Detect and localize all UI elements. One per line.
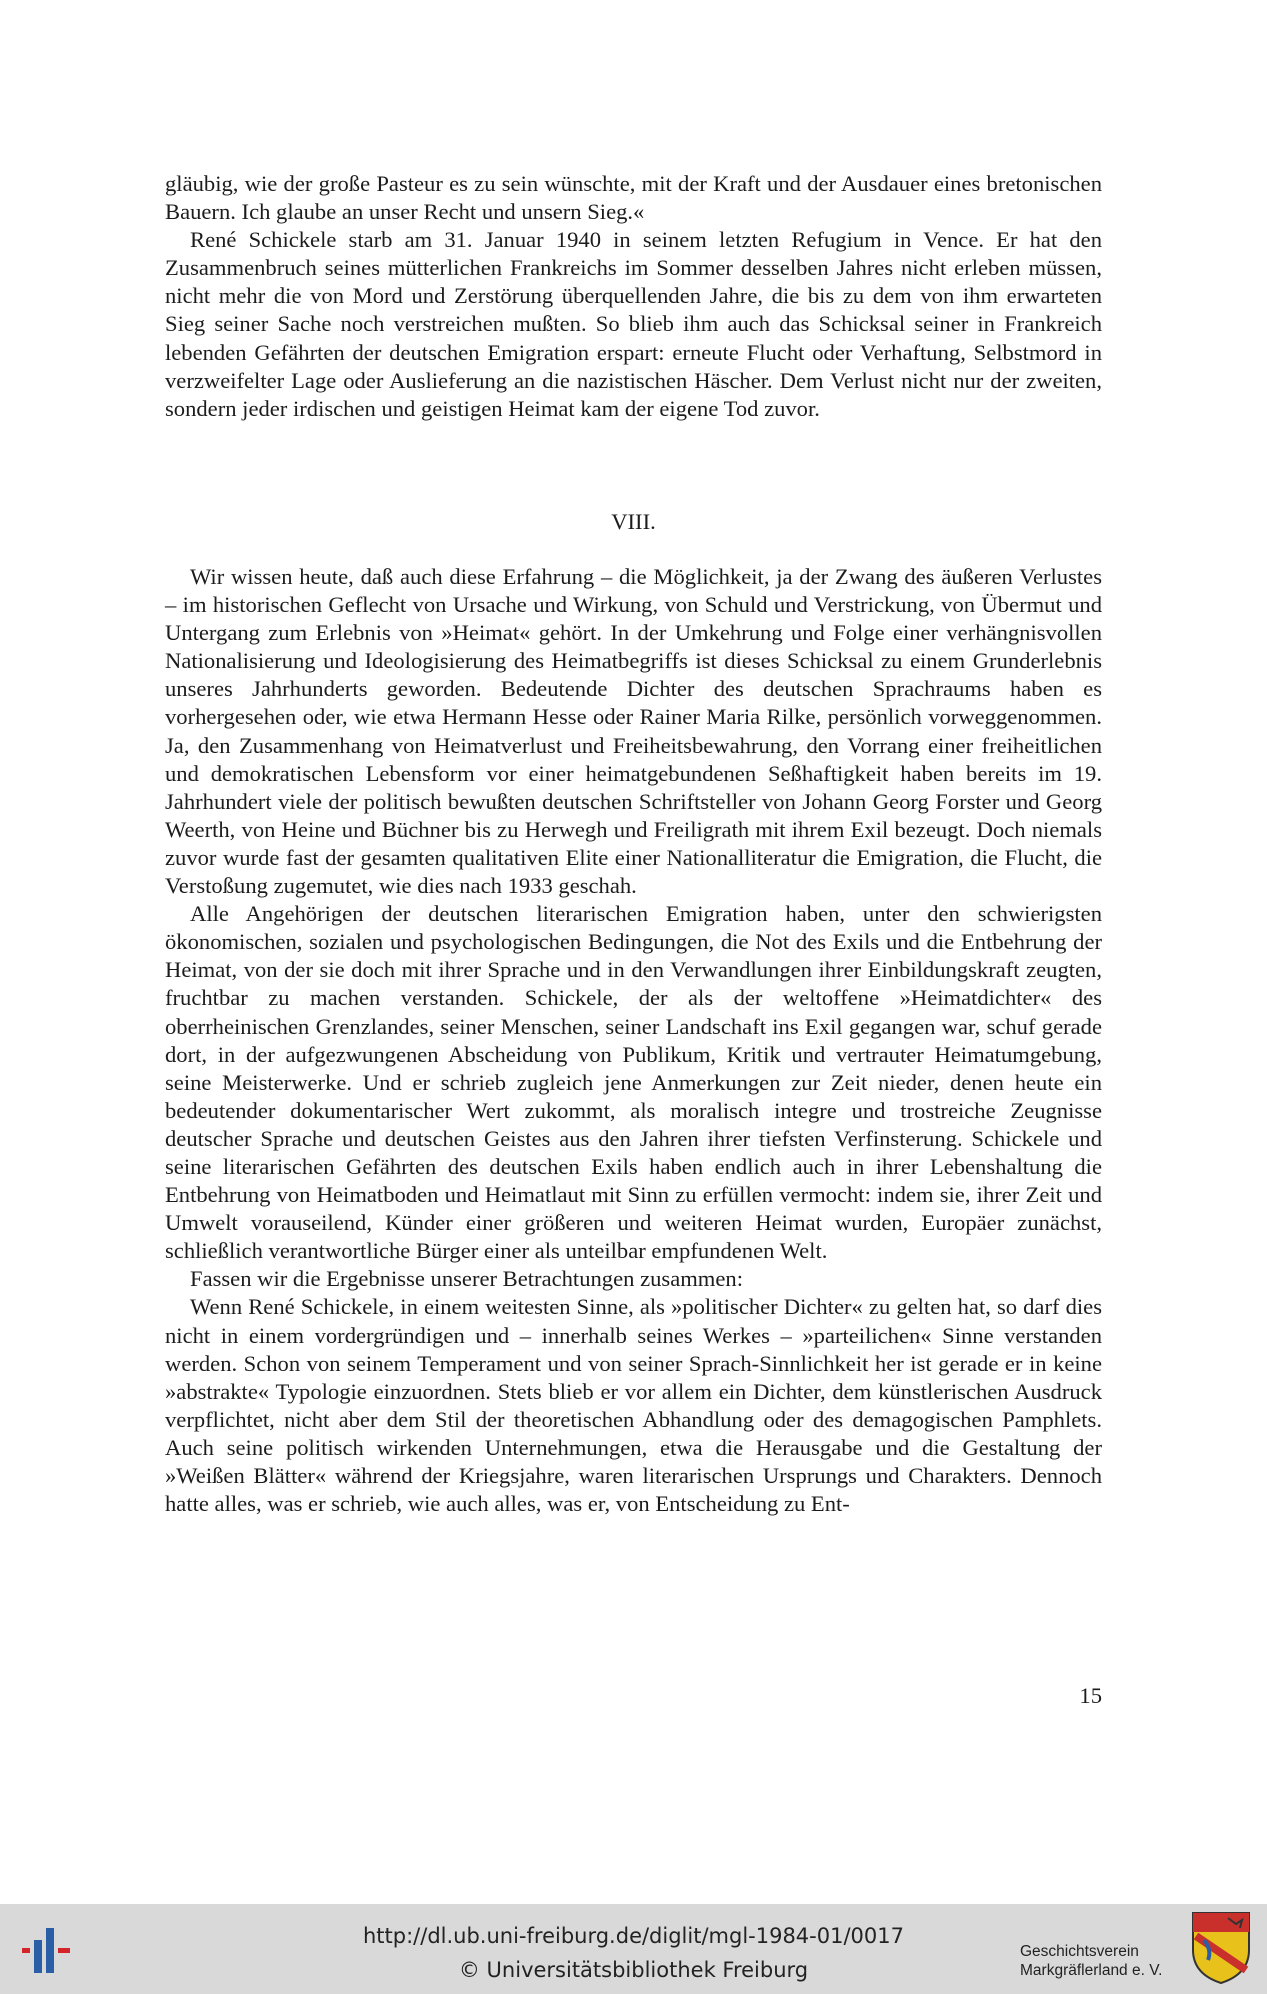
page-number: 15 bbox=[1079, 1683, 1102, 1708]
paragraph: René Schickele starb am 31. Januar 1940 in seinem letzten Refugium in Vence. Er hat den Zusammenbruch seines mütterlichen Frankreichs im Sommer desselben Jahres nicht erleben müssen, nicht mehr die von Mord und Zerstörung überquellenden Jahre, die bis zu dem von ihm erwarteten Sieg seiner Sache noch verstreichen mußten. So blieb ihm auch das Schicksal seiner in Frankreich lebenden Gefährten der deutschen Emigration erspart: erneute Flucht oder Verhaftung, Selbstmord in verzweifelter Lage oder Auslieferung an die nazistischen Häscher. Dem Verlust nicht nur der zweiten, sondern jeder irdischen und geistigen Heimat kam der eigene Tod zuvor. bbox=[165, 227, 1102, 421]
paragraph: Wenn René Schickele, in einem weitesten Sinne, als »politischer Dichter« zu gelten hat, so darf dies nicht in einem vordergründigen und – innerhalb seines Werkes – »parteilichen« Sinne verstanden werden. Schon von seinem Temperament und von seiner Sprach-Sinnlichkeit her ist gerade er in keine »abstrakte« Typologie einzuordnen. Stets blieb er vor allem ein Dichter, dem künstlerischen Ausdruck verpflichtet, nicht aber dem Stil der theoretischen Abhandlung oder des demagogischen Pamphlets. Auch seine politisch wirkenden Unternehmungen, etwa die Herausgabe und die Gestaltung der »Weißen Blätter« während der Kriegsjahre, waren literarischen Ursprungs und Charakters. Dennoch hatte alles, was er schrieb, wie auch alles, was er, von Entscheidung zu Ent- bbox=[165, 1294, 1102, 1517]
paragraph: Alle Angehörigen der deutschen literarischen Emigration haben, unter den schwierigsten ökonomischen, sozialen und psychologischen Bedingungen, die Not des Exils und die Entbehrung der Heimat, von der sie doch mit ihrer Sprache und in den Verwandlungen ihrer Einbildungskraft zeugten, fruchtbar zu machen verstanden. Schickele, der als der weltoffene »Heimatdichter« des oberrheinischen Grenzlandes, seiner Menschen, seiner Landschaft ins Exil gegangen war, schuf gerade dort, in der aufgezwungenen Abscheidung von Publikum, Kritik und vertrauter Heimatumgebung, seine Meisterwerke. Und er schrieb zugleich jene Anmerkungen zur Zeit nieder, denen heute ein bedeutender dokumentarischer Wert zukommt, als moralisch integre und trostreiche Zeugnisse deutscher Sprache und deutschen Geistes aus den Jahren ihrer tiefsten Verfinsterung. Schickele und seine literarischen Gefährten des deutschen Exils haben endlich auch in ihrer Lebenshaltung die Entbehrung von Heimatboden und Heimatlaut mit Sinn zu erfüllen vermocht: indem sie, ihrer Zeit und Umwelt vorauseilend, Künder einer größeren und weiteren Heimat wurden, Europäer zunächst, schließlich verantwortliche Bürger einer als unteilbar empfundenen Welt. bbox=[165, 901, 1102, 1264]
section-heading: VIII. bbox=[611, 509, 656, 534]
text-block-lower bbox=[165, 563, 1102, 1518]
society-name-line: Markgräflerland e. V. bbox=[1020, 1962, 1163, 1979]
society-name bbox=[1020, 1942, 1185, 1980]
copyright-notice: © Universitätsbibliothek Freiburg bbox=[458, 1958, 809, 1982]
document-url-link[interactable]: http://dl.ub.uni-freiburg.de/diglit/mgl-1984-01/0017 bbox=[362, 1924, 904, 1948]
paragraph: gläubig, wie der große Pasteur es zu sein wünschte, mit der Kraft und der Ausdauer eines bretonischen Bauern. Ich glaube an unser Recht und unsern Sieg.« bbox=[165, 171, 1102, 225]
society-name-line: Geschichtsverein bbox=[1020, 1943, 1139, 1960]
coat-of-arms-icon[interactable] bbox=[1190, 1910, 1252, 1986]
paragraph: Fassen wir die Ergebnisse unserer Betrachtungen zusammen: bbox=[190, 1266, 743, 1292]
footer-bar bbox=[0, 1904, 1267, 1994]
paragraph: Wir wissen heute, daß auch diese Erfahrung – die Möglichkeit, ja der Zwang des äußeren Verlustes – im historischen Geflecht von Ursache und Wirkung, von Schuld und Verstrickung, von Übermut und Untergang zum Erlebnis von »Heimat« gehört. In der Umkehrung und Folge einer verhängnisvollen Nationalisierung und Ideologisierung des Heimatbegriffs ist dieses Schicksal zu einem Grunderlebnis unseres Jahrhunderts geworden. Bedeutende Dichter des deutschen Sprachraums haben es vorhergesehen oder, wie etwa Hermann Hesse oder Rainer Maria Rilke, persönlich vorweggenommen. Ja, den Zusammenhang von Heimatverlust und Freiheitsbewahrung, den Vorrang einer freiheitlichen und demokratischen Lebensform vor einer heimatgebundenen Seßhaftigkeit haben bereits im 19. Jahrhundert viele der politisch bewußten deutschen Schriftsteller von Johann Georg Forster und Georg Weerth, von Heine und Büchner bis zu Herwegh und Freiligrath mit ihrem Exil bezeugt. Doch niemals zuvor wurde fast der gesamten qualitativen Elite einer Nationalliteratur die Emigration, die Flucht, die Verstoßung zugemutet, wie dies nach 1933 geschah. bbox=[165, 564, 1102, 899]
text-block-upper bbox=[165, 170, 1102, 423]
